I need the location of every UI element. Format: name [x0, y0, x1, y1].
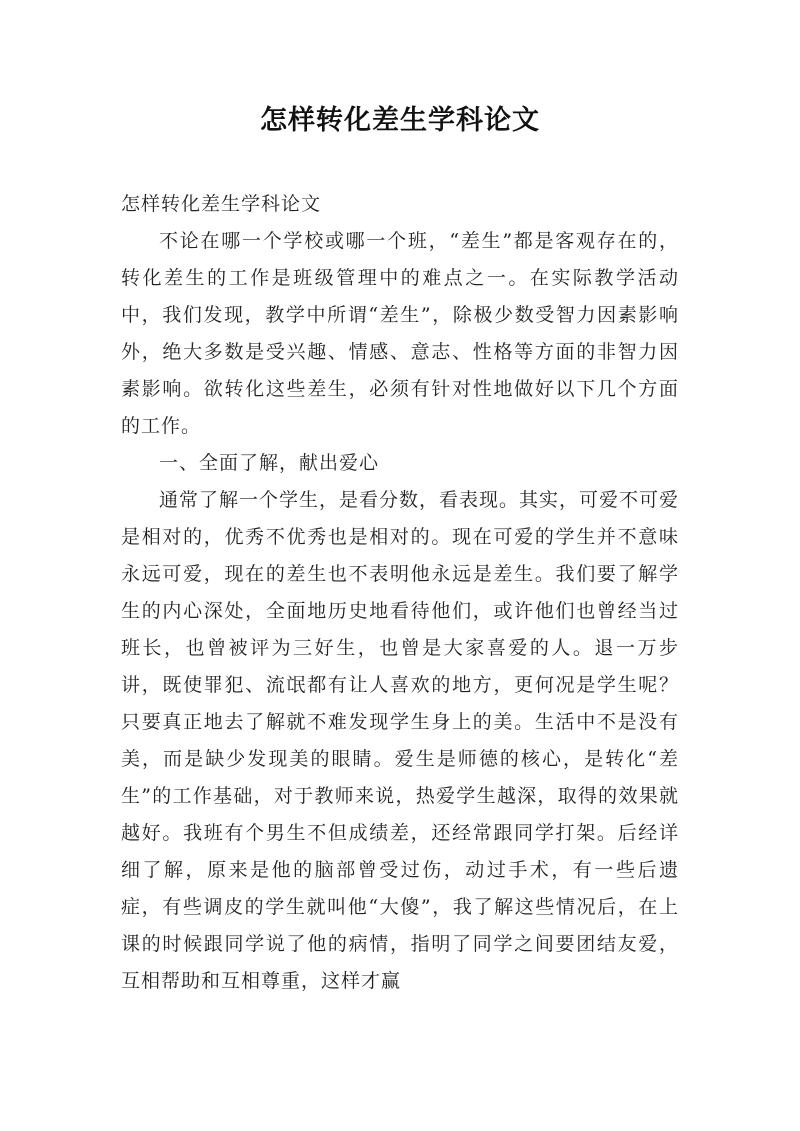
section-heading: 一、全面了解，献出爱心 — [159, 452, 380, 474]
document-subtitle: 怎样转化差生学科论文 — [121, 193, 322, 215]
paragraph-body: 通常了解一个学生，是看分数，看表现。其实，可爱不可爱是相对的，优秀不优秀也是相对的。现在可爱的学生并不意味永远可爱，现在的差生也不表明他永远是差生。我们要了解学生的内心深处，全面地历史地看待他们，或许他们也曾经当过班长，也曾被评为三好生，也曾是大家喜爱的人。退一万步讲，既使罪犯、流氓都有让人喜欢的地方，更何况是学生呢？只要真正地去了解就不难发现学生身上的美。生活中不是没有美，而是缺少发现美的眼睛。爱生是师德的核心，是转化“差生”的工作基础，对于教师来说，热爱学生越深，取得的效果就越好。我班有个男生不但成绩差，还经常跟同学打架。后经详细了解，原来是他的脑部曾受过伤，动过手术，有一些后遗症，有些调皮的学生就叫他“大傻”，我了解这些情况后，在上课的时候跟同学说了他的病情，指明了同学之间要团结友爱，互相帮助和互相尊重，这样才赢 — [121, 489, 680, 992]
paragraph-intro: 不论在哪一个学校或哪一个班，“差生”都是客观存在的，转化差生的工作是班级管理中的难点之一。在实际教学活动中，我们发现，教学中所谓“差生”，除极少数受智力因素影响外，绝大多数是受兴趣、情感、意志、性格等方面的非智力因素影响。欲转化这些差生，必须有针对性地做好以下几个方面的工作。 — [121, 230, 679, 437]
document-title: 怎样转化差生学科论文 — [260, 105, 540, 136]
document-body — [121, 186, 679, 1000]
